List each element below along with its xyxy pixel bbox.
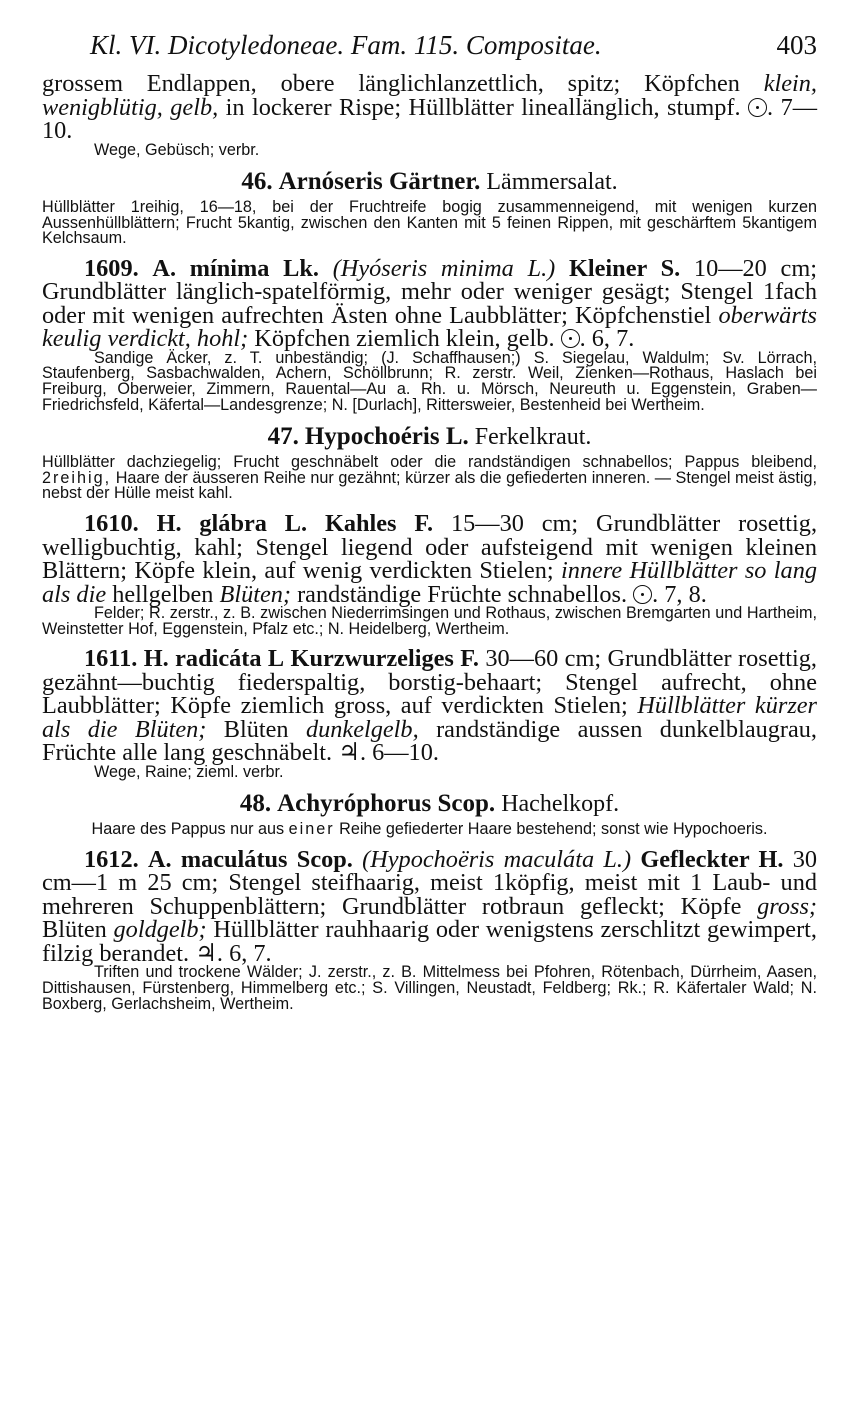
species-name: H. radicáta L	[143, 645, 285, 673]
running-header	[90, 30, 817, 72]
genus-name: Hypochoéris L.	[304, 423, 469, 451]
genus-number: 47.	[267, 423, 299, 451]
page	[42, 30, 817, 1012]
species-italic-a: Hüllblätter kürzer als die Blüten;	[42, 692, 818, 743]
continued-description: grossem Endlappen, obere länglichlanzettlich, spitz; Köpfchen klein, wenigblütig, gelb, in lockerer Rispe; Hüllblätter lineallänglich, stumpf. . 7—10.	[42, 70, 818, 144]
species-text-b: Blüten	[42, 916, 107, 944]
species-text-b: Blüten	[223, 715, 289, 743]
species-synonym: (Hyóseris minima L.)	[332, 254, 556, 282]
genus-heading-48	[42, 790, 817, 818]
species-number: 1612.	[84, 845, 139, 873]
species-flowering: 6, 7.	[591, 325, 635, 353]
species-text-c: randständige aussen dunkelblaugrau, Früchte alle lang geschnäbelt. ♃. 6—10.	[42, 715, 817, 767]
genus-desc-a: Hüllblätter dachziegelig; Frucht geschnäbelt oder die randständigen schnabellos; Pappus bleibend,	[42, 453, 817, 472]
genus-heading-46	[42, 168, 817, 196]
species-italic-a: innere Hüllblätter so lang als die	[42, 557, 817, 608]
species-name: A. maculátus Scop.	[147, 845, 353, 873]
annual-symbol-icon	[748, 98, 767, 117]
genus-description-46: Hüllblätter 1reihig, 16—18, bei der Fruchtreife bogig zusammenneigend, mit wenigen kurzen Aussenhüllblättern; Frucht 5kantig, zwischen den Kanten mit 5 feinen Rippen, mit geschärftem 5kantigem Kelchsaum.	[42, 198, 817, 248]
genus-common-name: Ferkelkraut.	[474, 424, 592, 451]
genus-name: Arnóseris Gärtner.	[278, 168, 481, 196]
annual-symbol-icon	[561, 329, 580, 348]
species-name: H. glábra L.	[156, 510, 308, 538]
species-1611-localities: Wege, Raine; zieml. verbr.	[94, 762, 284, 781]
cont-flowering: 7—10.	[42, 93, 818, 144]
species-text-b: hellgelben	[112, 580, 214, 608]
species-1609-localities: Sandige Äcker, z. T. unbeständig; (J. Schaffhausen;) S. Siegelau, Waldulm; Sv. Lörrach, Staufenberg, Sasbachwalden, Achern, Schöllbrunn; R. zerstr. Weil, Zienken—Rothaus, Haslach bei Freiburg, Oberweier, Zimmern, Rauental—Au a. Rh. u. Mörsch, Neureuth u. Eggenstein, Graben—Friedrichsfeld, Käfertal—Landesgrenze; N. [Durlach], Rittersweier, Bestenheid bei Wertheim.	[42, 348, 817, 414]
genus-desc-b: Haare der äusseren Reihe nur gezähnt; kürzer als die gefiederten inneren. — Stengel meist ästig, nebst der Hülle meist kahl.	[42, 468, 817, 503]
species-text-a: 30 cm—1 m 25 cm; Stengel steifhaarig, meist 1köpfig, meist mit 1 Laub- und mehreren Schuppenblättern; Grundblätter rotbraun gefleckt; Köpfe	[42, 845, 818, 920]
cont-localities: Wege, Gebüsch; verbr.	[94, 140, 260, 159]
species-1612-localities: Triften und trockene Wälder; J. zerstr., z. B. Mittelmess bei Pfohren, Rötenbach, Dürrheim, Aasen, Dittishausen, Fürstenberg, Himmelberg etc.; S. Villingen, Neustadt, Feldberg; Rk.; R. Käfertaler Wald; N. Boxberg, Gerlachsheim, Wertheim.	[42, 963, 817, 1013]
genus-name: Achyróphorus Scop.	[277, 790, 496, 818]
species-text-a: 10—20 cm; Grundblätter länglich-spatelförmig, mehr oder weniger gesägt; Stengel 1fach oder mit wenigen aufrechten Ästen ohne Laubblätter; Köpfchenstiel	[42, 254, 817, 329]
species-name: A. mínima Lk.	[152, 254, 319, 282]
species-text-c: Hüllblätter rauhhaarig oder wenigstens zerschlitzt gewimpert, filzig berandet. ♃. 6, 7.	[42, 916, 817, 967]
genus-heading-47	[42, 423, 817, 451]
genus-desc-spaced: 2reihig,	[42, 468, 112, 487]
cont-italic-a: klein, wenigblütig, gelb,	[42, 70, 818, 121]
genus-common-name: Lämmersalat.	[486, 169, 618, 196]
genus-desc-b: Reihe gefiederter Haare bestehend; sonst wie Hypochoeris.	[339, 820, 768, 839]
genus-desc-a: Haare des Pappus nur aus	[91, 820, 285, 839]
species-number: 1610.	[84, 510, 139, 538]
species-italic-b: goldgelb;	[113, 916, 207, 944]
species-italic-b: dunkelgelb,	[305, 715, 419, 743]
species-common-name: Gefleckter H.	[640, 845, 784, 873]
species-number: 1609.	[84, 254, 139, 282]
species-italic-a: oberwärts keulig verdickt, hohl;	[42, 301, 817, 353]
species-1610-localities: Felder; R. zerstr., z. B. zwischen Niederrimsingen und Rothaus, zwischen Bremgarten und Hartheim, Weinstetter Hof, Eggenstein, Pfalz etc.; N. Heidelberg, Wertheim.	[42, 604, 817, 638]
species-synonym: (Hypochoëris maculáta L.)	[362, 845, 632, 873]
header-title: Kl. VI. Dicotyledoneae. Fam. 115. Compositae.	[90, 30, 602, 60]
species-1609: 1609. A. mínima Lk. (Hyóseris minima L.) Kleiner S. 10—20 cm; Grundblätter länglich-spatelförmig, mehr oder weniger gesägt; Stengel 1fach oder mit wenigen aufrechten Ästen ohne Laubblätter; Köpfchenstiel oberwärts keulig verdickt, hohl; Köpfchen ziemlich klein, gelb. . 6, 7.	[42, 254, 817, 353]
species-text-a: 15—30 cm; Grundblätter rosettig, welligbuchtig, kahl; Stengel liegend oder aufsteigend mit wenigen kleinen Blättern; Köpfe klein, auf wenig verdickten Stielen;	[42, 510, 818, 585]
species-common-name: Kahles F.	[324, 510, 434, 538]
cont-text-b: in lockerer Rispe; Hüllblätter lineallänglich, stumpf.	[225, 93, 741, 121]
genus-description-48	[42, 822, 817, 838]
genus-number: 48.	[239, 790, 272, 818]
species-1610: 1610. H. glábra L. Kahles F. 15—30 cm; Grundblätter rosettig, welligbuchtig, kahl; Stengel liegend oder aufsteigend mit wenigen kleinen Blättern; Köpfe klein, auf wenig verdickten Stielen; innere Hüllblätter so lang als die hellgelben Blüten; randständige Früchte schnabellos. . 7, 8.	[42, 510, 818, 608]
species-flowering: 7, 8.	[664, 580, 707, 608]
species-number: 1611.	[84, 645, 138, 673]
genus-description-47	[42, 455, 817, 502]
species-text-a: 30—60 cm; Grundblätter rosettig, gezähnt—buchtig fiederspaltig, borstig-behaart; Stengel aufrecht, ohne Laubblätter; Köpfe ziemlich gross, auf verdickten Stielen;	[42, 645, 818, 720]
genus-desc-spaced: einer	[288, 820, 335, 839]
cont-text-a: grossem Endlappen, obere länglichlanzettlich, spitz; Köpfchen	[42, 70, 740, 97]
annual-symbol-icon	[633, 585, 652, 604]
page-number: 403	[776, 30, 817, 60]
species-italic-a: gross;	[757, 892, 818, 920]
species-common-name: Kleiner S.	[569, 254, 681, 282]
species-text-b: Köpfchen ziemlich klein, gelb.	[254, 325, 555, 353]
genus-common-name: Hachelkopf.	[501, 791, 620, 818]
genus-number: 46.	[241, 168, 273, 196]
species-1611	[42, 647, 817, 765]
species-common-name: Kurzwurzeliges F.	[290, 645, 479, 673]
species-text-c: randständige Früchte schnabellos.	[297, 580, 628, 608]
species-1612	[42, 845, 818, 967]
species-italic-b: Blüten;	[219, 580, 291, 608]
